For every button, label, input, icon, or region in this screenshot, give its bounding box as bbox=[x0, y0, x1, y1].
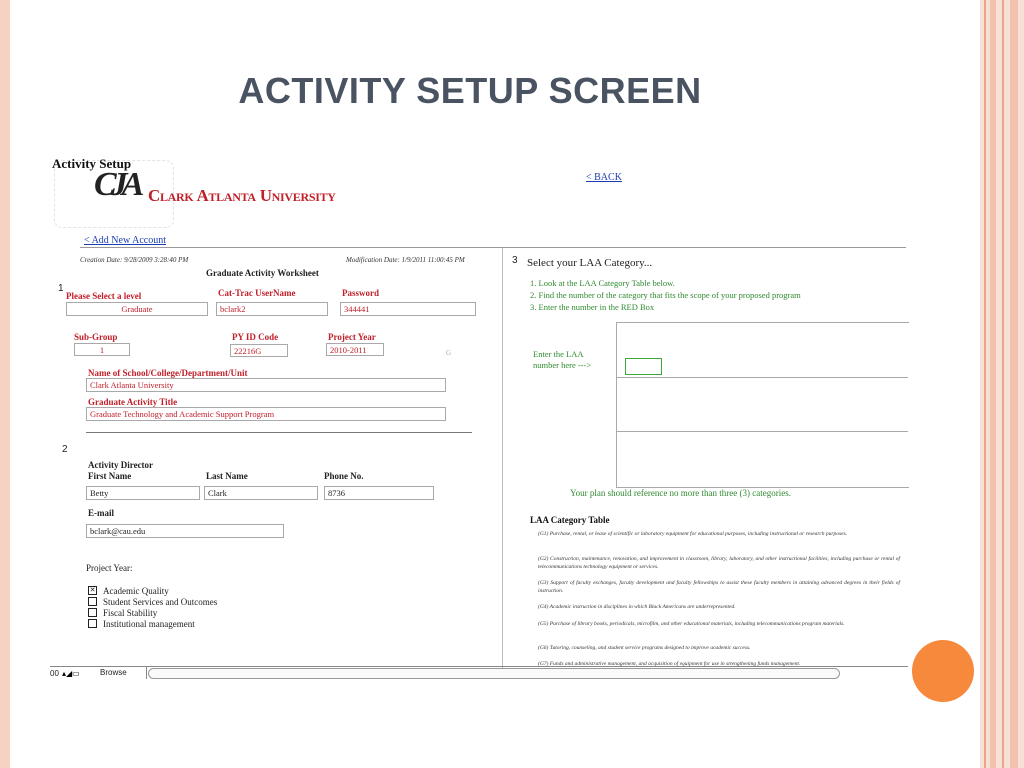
category-item: (G5) Purchase of library books, periodicals, microfilm, and other educational materials, including telecommunications program materials. bbox=[538, 621, 845, 627]
email-field[interactable]: bclark@cau.edu bbox=[86, 524, 284, 538]
slide-title: ACTIVITY SETUP SCREEN bbox=[238, 70, 702, 111]
laa-table-heading: LAA Category Table bbox=[530, 515, 610, 525]
phone-label: Phone No. bbox=[324, 471, 364, 481]
project-year-options bbox=[88, 586, 217, 630]
g-marker: G bbox=[446, 349, 452, 357]
activity-title-label: Graduate Activity Title bbox=[88, 397, 178, 407]
email-label: E-mail bbox=[88, 508, 114, 518]
cau-logo-mark: CJA bbox=[94, 166, 139, 203]
phone-field[interactable]: 8736 bbox=[324, 486, 434, 500]
laa-entry-panel bbox=[616, 322, 909, 488]
school-field[interactable]: Clark Atlanta University bbox=[86, 378, 446, 392]
last-name-field[interactable]: Clark bbox=[204, 486, 318, 500]
laa-instruction-2: 2. Find the number of the category that fits the scope of your proposed program bbox=[530, 290, 801, 300]
category-item: (G1) Purchase, rental, or lease of scientific or laboratory equipment for educational purposes, including instructional or research purposes. bbox=[538, 531, 848, 537]
slide-left-border bbox=[0, 0, 10, 768]
laa-heading: Select your LAA Category... bbox=[527, 257, 653, 269]
laa-panel-divider bbox=[616, 431, 908, 432]
activity-title-field[interactable]: Graduate Technology and Academic Support Program bbox=[86, 407, 446, 421]
checkbox-icon[interactable] bbox=[88, 619, 97, 628]
column-divider bbox=[502, 248, 503, 668]
password-field[interactable]: 344441 bbox=[340, 302, 476, 316]
add-account-link[interactable]: < Add New Account bbox=[84, 235, 167, 246]
section-divider bbox=[86, 432, 472, 433]
checkbox-icon[interactable] bbox=[88, 597, 97, 606]
plan-note: Your plan should reference no more than three (3) categories. bbox=[570, 488, 792, 498]
top-divider bbox=[80, 247, 906, 248]
laa-entry-label: Enter the LAA number here ---> bbox=[533, 349, 592, 370]
school-label: Name of School/College/Department/Unit bbox=[88, 368, 248, 378]
cattrac-username-field[interactable]: bclark2 bbox=[216, 302, 328, 316]
password-label: Password bbox=[342, 288, 380, 298]
modification-date: Modification Date: 1/9/2011 11:00:45 PM bbox=[346, 256, 465, 264]
first-name-label: First Name bbox=[88, 471, 132, 481]
cattrac-label: Cat-Trac UserName bbox=[218, 288, 296, 298]
option-fiscal-stability[interactable]: Fiscal Stability bbox=[88, 608, 217, 619]
browse-mode-tab[interactable]: Browse bbox=[94, 667, 147, 679]
checkbox-checked-icon[interactable]: ✕ bbox=[89, 586, 96, 595]
section-number-2: 2 bbox=[62, 444, 68, 455]
section-number-3: 3 bbox=[512, 255, 518, 266]
director-heading: Activity Director bbox=[88, 460, 154, 470]
laa-number-input[interactable] bbox=[625, 358, 662, 375]
first-name-field[interactable]: Betty bbox=[86, 486, 200, 500]
laa-instruction-1: 1. Look at the LAA Category Table below. bbox=[530, 278, 675, 288]
project-year-label: Project Year bbox=[328, 332, 376, 342]
option-student-services[interactable]: Student Services and Outcomes bbox=[88, 597, 217, 608]
decorative-orange-circle bbox=[912, 640, 974, 702]
checkbox-icon[interactable] bbox=[88, 608, 97, 617]
window-title: Activity Setup bbox=[52, 156, 132, 171]
slide-right-border bbox=[980, 0, 1024, 768]
project-year-field[interactable]: 2010-2011 bbox=[326, 343, 384, 356]
level-label: Please Select a level bbox=[66, 291, 142, 301]
status-bar-divider bbox=[50, 666, 908, 667]
activity-setup-screenshot bbox=[50, 152, 908, 682]
category-item: (G7) Funds and administrative management, and acquisition of equipment for use in strengthening funds management. bbox=[538, 661, 801, 666]
back-link[interactable]: < BACK bbox=[586, 172, 622, 183]
last-name-label: Last Name bbox=[206, 471, 248, 481]
zoom-level: 00 bbox=[50, 669, 59, 678]
creation-date: Creation Date: 9/28/2009 3:28:40 PM bbox=[80, 256, 189, 264]
laa-panel-divider bbox=[616, 377, 908, 378]
level-select[interactable]: Graduate bbox=[66, 302, 208, 316]
option-institutional-management[interactable]: Institutional management bbox=[88, 619, 217, 630]
category-item: (G6) Tutoring, counseling, and student service programs designed to improve academic success. bbox=[538, 645, 751, 651]
category-item: (G2) Construction, maintenance, renovation, and improvement in classroom, library, laboratory, and other instructional facilities, including purchase or rental of telecommunications technology equipment or services. bbox=[538, 556, 900, 570]
worksheet-title: Graduate Activity Worksheet bbox=[206, 268, 319, 278]
category-item: (G4) Academic instruction in disciplines in which Black Americans are underrepresented. bbox=[538, 604, 736, 610]
pyid-field[interactable]: 22216G bbox=[230, 344, 288, 357]
option-academic-quality[interactable]: ✕ Academic Quality bbox=[89, 586, 169, 596]
horizontal-scrollbar[interactable] bbox=[148, 668, 840, 679]
cau-logo-text: Clark Atlanta University bbox=[148, 186, 336, 205]
laa-instruction-3: 3. Enter the number in the RED Box bbox=[530, 302, 655, 312]
pyid-label: PY ID Code bbox=[232, 332, 279, 342]
signal-icon: ▴◢▭ bbox=[62, 669, 80, 678]
project-year-options-label: Project Year: bbox=[86, 563, 133, 573]
subgroup-field[interactable]: 1 bbox=[74, 343, 130, 356]
subgroup-label: Sub-Group bbox=[74, 332, 118, 342]
section-number-1: 1 bbox=[58, 283, 64, 294]
category-item: (G3) Support of faculty exchanges, faculty development and faculty fellowships to assist these faculty members in attaining advanced degrees in their fields of instruction. bbox=[538, 580, 900, 594]
